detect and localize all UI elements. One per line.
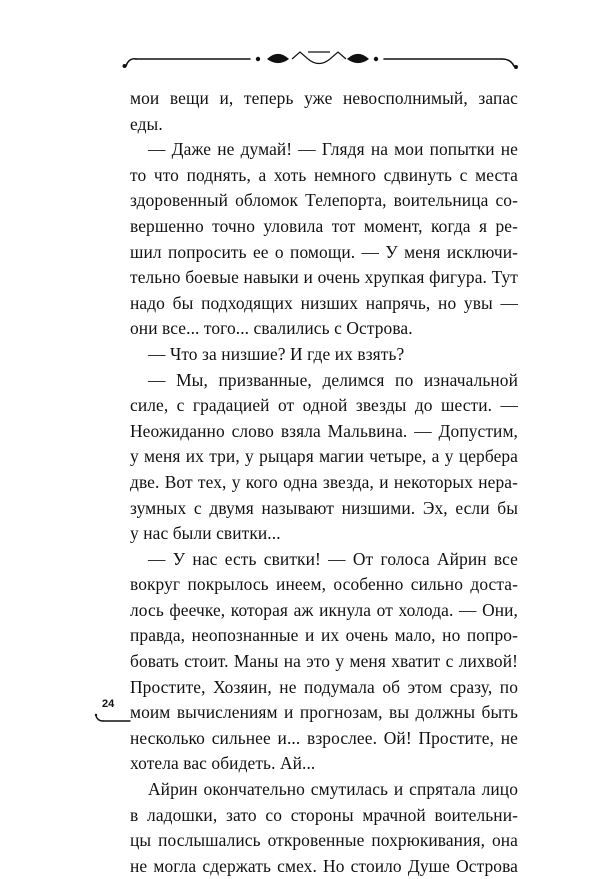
text-line: хотела вас обидеть. Ай... bbox=[130, 753, 316, 774]
text-line: Неожиданно слово взяла Мальвина. — Допустим, bbox=[130, 420, 518, 441]
text-line: две. Вот тех, у кого одна звезда, и некоторых нера- bbox=[130, 471, 518, 492]
text-line: — Мы, призванные, делимся по изначальной bbox=[148, 369, 518, 390]
text-line: они все... того... свалились с Острова. bbox=[130, 318, 413, 339]
text-line: в ладошки, зато со стороны мрачной воительни- bbox=[130, 804, 518, 825]
text-line: у нас были свитки... bbox=[130, 523, 281, 544]
footer-ornament-icon bbox=[94, 712, 134, 724]
page-text bbox=[130, 86, 518, 879]
text-line: несколько сильнее и... взрослее. Ой! Простите, не bbox=[130, 727, 518, 748]
text-line: надо бы подходящих низших напрячь, но увы — bbox=[130, 292, 518, 313]
text-line: мои вещи и, теперь уже невосполнимый, запас bbox=[130, 88, 518, 108]
text-line: зумных с двумя называют низшими. Эх, если бы bbox=[130, 497, 518, 518]
text-line: здоровенный обломок Телепорта, воительница со- bbox=[130, 190, 518, 211]
header-ornament-icon bbox=[122, 46, 520, 74]
text-line: тельно боевые навыки и очень хрупкая фигура. Тут bbox=[130, 267, 518, 288]
text-line: Простите, Хозяин, не подумала об этом сразу, по bbox=[130, 676, 518, 697]
text-line: — У нас есть свитки! — От голоса Айрин все bbox=[148, 548, 518, 569]
text-line: вокруг покрылось инеем, особенно сильно доста- bbox=[130, 574, 518, 595]
text-line: Айрин окончательно смутилась и спрятала лицо bbox=[148, 779, 518, 800]
text-line: не могла сдержать смех. Но стоило Душе Острова bbox=[130, 855, 518, 876]
text-line: шил попросить ее о помощи. — У меня исключи- bbox=[130, 241, 518, 262]
text-line: — Даже не думай! — Глядя на мои попытки не bbox=[148, 139, 518, 160]
text-line: моим вычислениям и прогнозам, вы должны быть bbox=[130, 702, 518, 723]
text-line: у меня их три, у рыцаря магии четыре, а у цербера bbox=[130, 446, 518, 467]
text-line: еды. bbox=[130, 113, 163, 134]
text-line: правда, неопознанные и их очень мало, но попро- bbox=[130, 625, 518, 646]
text-line: — Что за низшие? И где их взять? bbox=[148, 343, 405, 364]
page-footer bbox=[94, 698, 154, 728]
page-number: 24 bbox=[102, 698, 115, 710]
text-line: вершенно точно уловила тот момент, когда я ре- bbox=[130, 215, 518, 236]
text-line: то что поднять, а хоть немного сдвинуть с места bbox=[130, 164, 518, 185]
text-line: лось феечке, которая аж икнула от холода. — Они, bbox=[130, 599, 518, 620]
text-line: силе, с градацией от одной звезды до шести. — bbox=[130, 395, 518, 416]
text-line: цы послышались откровенные похрюкивания, она bbox=[130, 830, 518, 851]
text-line: бовать стоит. Маны на это у меня хватит с лихвой! bbox=[130, 651, 518, 672]
